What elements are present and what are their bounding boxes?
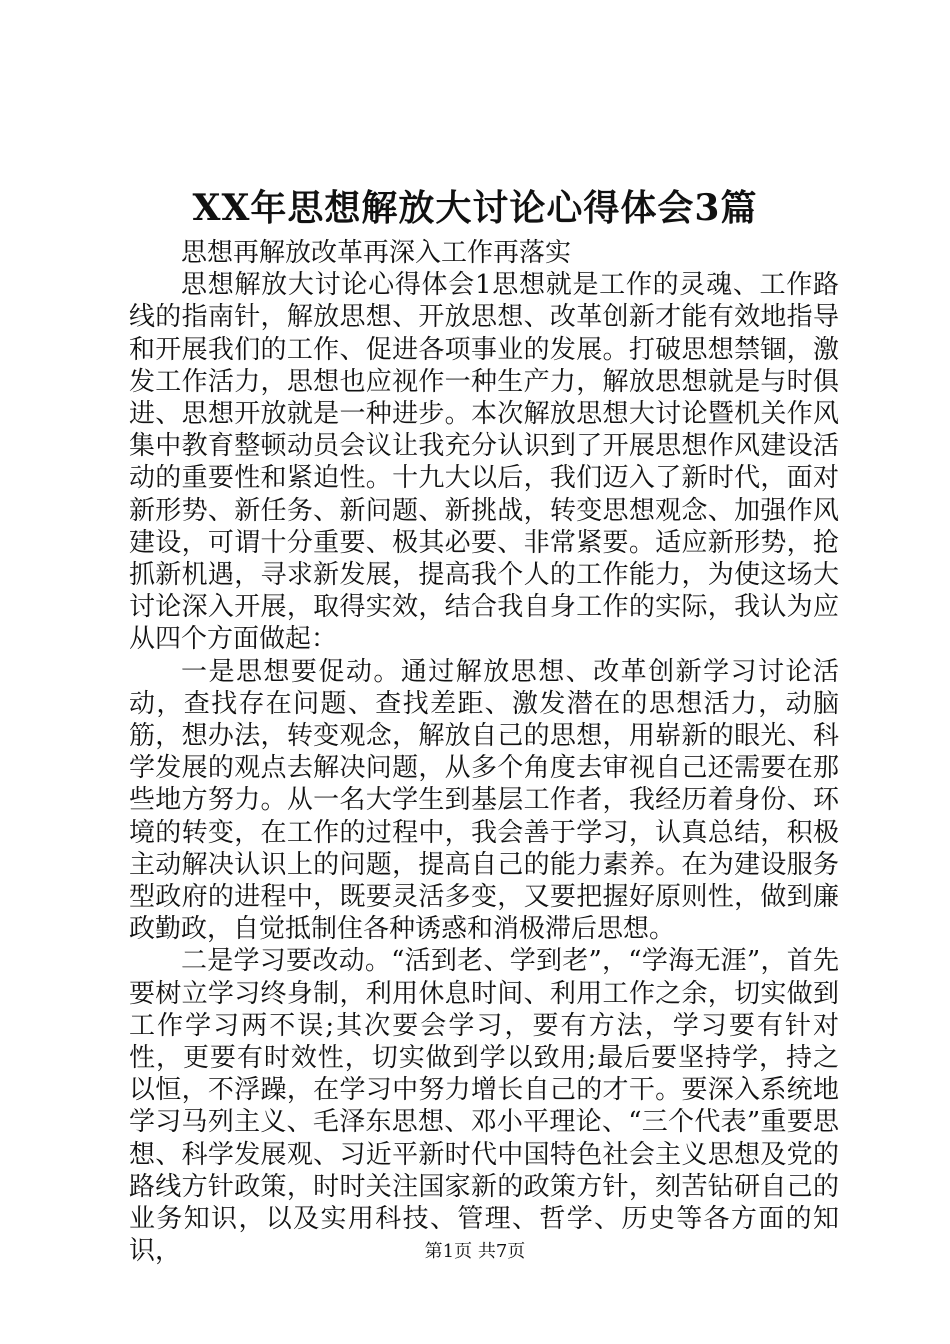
page-number-footer: 第1页 共7页 bbox=[424, 1241, 526, 1262]
subtitle-paragraph: 思想再解放改革再深入工作再落实 bbox=[181, 238, 572, 268]
body-paragraph-second-point: 二是学习要改动。“活到老、学到老”，“学海无涯”，首先要树立学习终身制，利用休息时间、利用工作之余，切实做到工作学习两不误;其次要会学习，要有方法，学习要有针对性，更要有时效性，切实做到学以致用;最后要坚持学，持之以恒，不浮躁，在学习中努力增长自己的才干。要深入系统地学习马列主义、毛泽东思想、邓小平理论、“三个代表”重要思想、科学发展观、习近平新时代中国特色社会主义思想及党的路线方针政策，时时关注国家新的政策方针，刻苦钻研自己的业务知识，以及实用科技、管理、哲学、历史等各方面的知识， bbox=[129, 946, 839, 1267]
body-paragraph-first-point: 一是思想要促动。通过解放思想、改革创新学习讨论活动，查找存在问题、查找差距、激发潜在的思想活力，动脑筋，想办法，转变观念，解放自己的思想，用崭新的眼光、科学发展的观点去解决问题，从多个角度去审视自己还需要在那些地方努力。从一名大学生到基层工作者，我经历着身份、环境的转变，在工作的过程中，我会善于学习，认真总结，积极主动解决认识上的问题，提高自己的能力素养。在为建设服务型政府的进程中，既要灵活多变，又要把握好原则性，做到廉政勤政，自觉抵制住各种诱惑和消极滞后思想。 bbox=[129, 656, 839, 945]
body-paragraph-intro: 思想解放大讨论心得体会1思想就是工作的灵魂、工作路线的指南针，解放思想、开放思想、改革创新才能有效地指导和开展我们的工作、促进各项事业的发展。打破思想禁锢，激发工作活力，思想也应视作一种生产力，解放思想就是与时俱进、思想开放就是一种进步。本次解放思想大讨论暨机关作风集中教育整顿动员会议让我充分认识到了开展思想作风建设活动的重要性和紧迫性。十九大以后，我们迈入了新时代，面对新形势、新任务、新问题、新挑战，转变思想观念、加强作风建设，可谓十分重要、极其必要、非常紧要。适应新形势，抢抓新机遇，寻求新发展，提高我个人的工作能力，为使这场大讨论深入开展，取得实效，结合我自身工作的实际，我认为应从四个方面做起： bbox=[129, 270, 839, 655]
document-body bbox=[129, 237, 839, 1268]
document-title: XX年思想解放大讨论心得体会3篇 bbox=[192, 187, 758, 229]
